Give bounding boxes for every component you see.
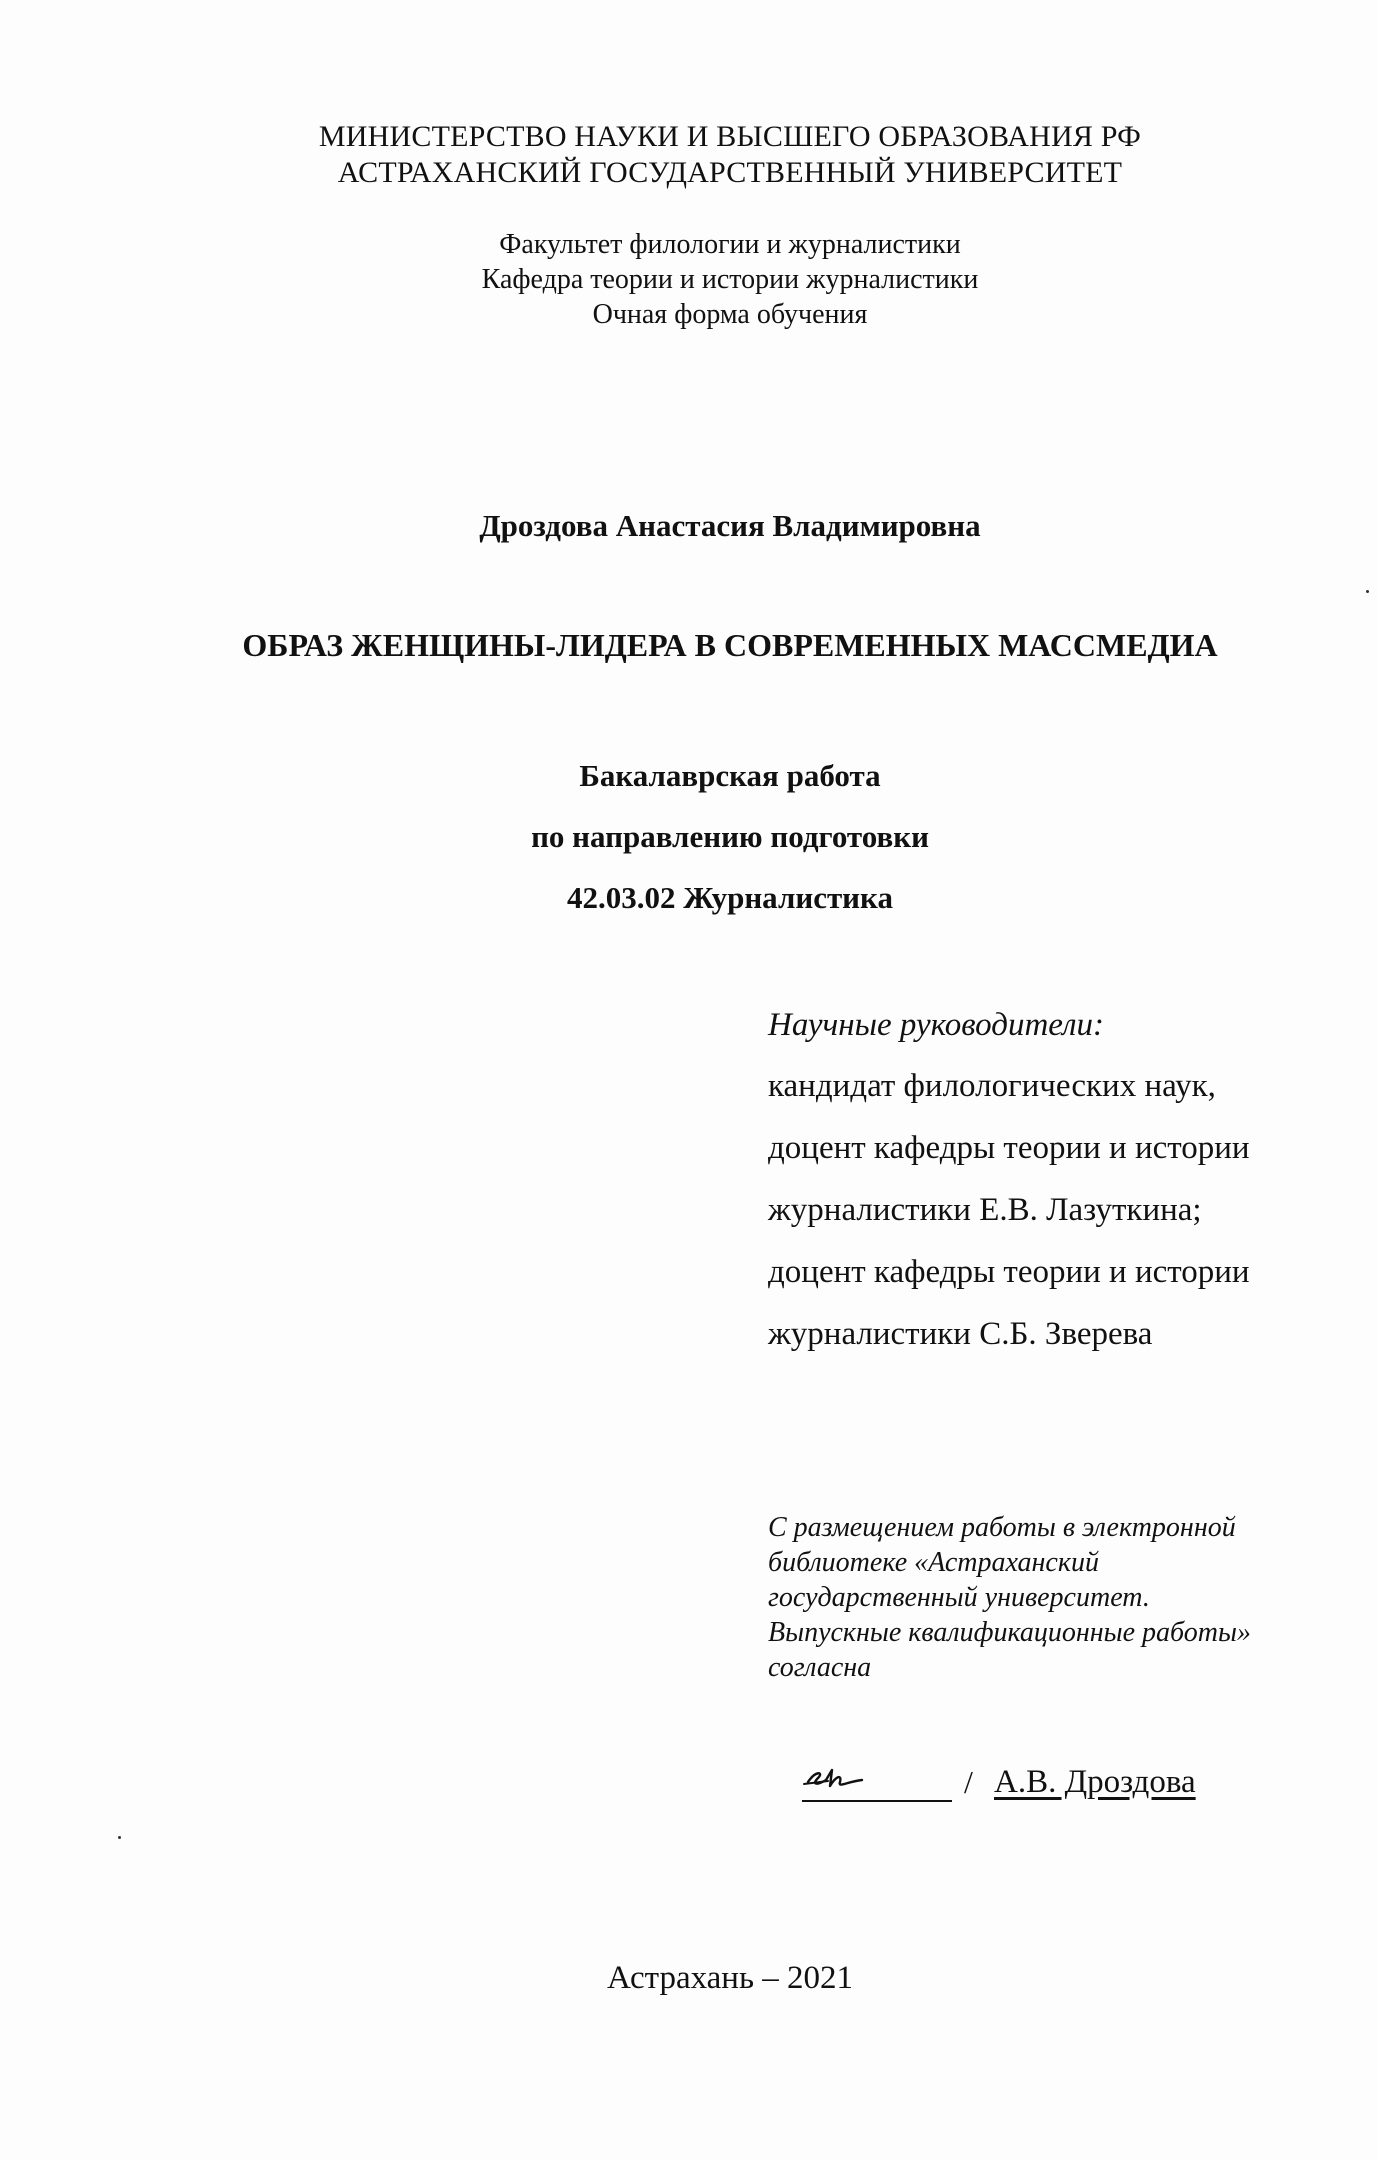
direction-label: по направлению подготовки bbox=[531, 819, 929, 854]
study-form-line: Очная форма обучения bbox=[592, 299, 868, 330]
department-line: Кафедра теории и истории журналистики bbox=[481, 264, 979, 295]
city-year: Астрахань – 2021 bbox=[606, 1960, 854, 1996]
signature-name: А.В. Дроздова bbox=[994, 1764, 1196, 1800]
signature-underline bbox=[802, 1800, 952, 1802]
faculty-line: Факультет филологии и журналистики bbox=[499, 229, 961, 260]
handwritten-signature bbox=[802, 1760, 882, 1800]
signature-row bbox=[802, 1760, 1242, 1810]
supervisor-line: доцент кафедры теории и истории bbox=[768, 1130, 1250, 1166]
consent-line: библиотеке «Астраханский bbox=[768, 1547, 1099, 1578]
consent-line: государственный университет. bbox=[768, 1582, 1150, 1613]
scan-speck bbox=[118, 1836, 121, 1839]
work-type: Бакалаврская работа bbox=[579, 758, 881, 793]
direction-code: 42.03.02 Журналистика bbox=[567, 880, 893, 915]
university-line: АСТРАХАНСКИЙ ГОСУДАРСТВЕННЫЙ УНИВЕРСИТЕТ bbox=[337, 156, 1123, 189]
thesis-title: ОБРАЗ ЖЕНЩИНЫ-ЛИДЕРА В СОВРЕМЕННЫХ МАССМЕДИА bbox=[242, 627, 1218, 663]
signature-separator: / bbox=[964, 1764, 973, 1800]
supervisors-heading: Научные руководители: bbox=[768, 1007, 1104, 1043]
scan-speck bbox=[1366, 590, 1369, 593]
consent-line: С размещением работы в электронной bbox=[768, 1512, 1236, 1543]
author-name: Дроздова Анастасия Владимировна bbox=[479, 508, 981, 543]
supervisor-line: журналистики С.Б. Зверева bbox=[768, 1316, 1153, 1352]
ministry-line: МИНИСТЕРСТВО НАУКИ И ВЫСШЕГО ОБРАЗОВАНИЯ РФ bbox=[318, 120, 1142, 153]
consent-line: согласна bbox=[768, 1652, 872, 1683]
supervisor-line: доцент кафедры теории и истории bbox=[768, 1254, 1250, 1290]
supervisor-line: журналистики Е.В. Лазуткина; bbox=[768, 1192, 1202, 1228]
consent-line: Выпускные квалификационные работы» bbox=[768, 1617, 1251, 1648]
supervisor-line: кандидат филологических наук, bbox=[768, 1068, 1216, 1104]
